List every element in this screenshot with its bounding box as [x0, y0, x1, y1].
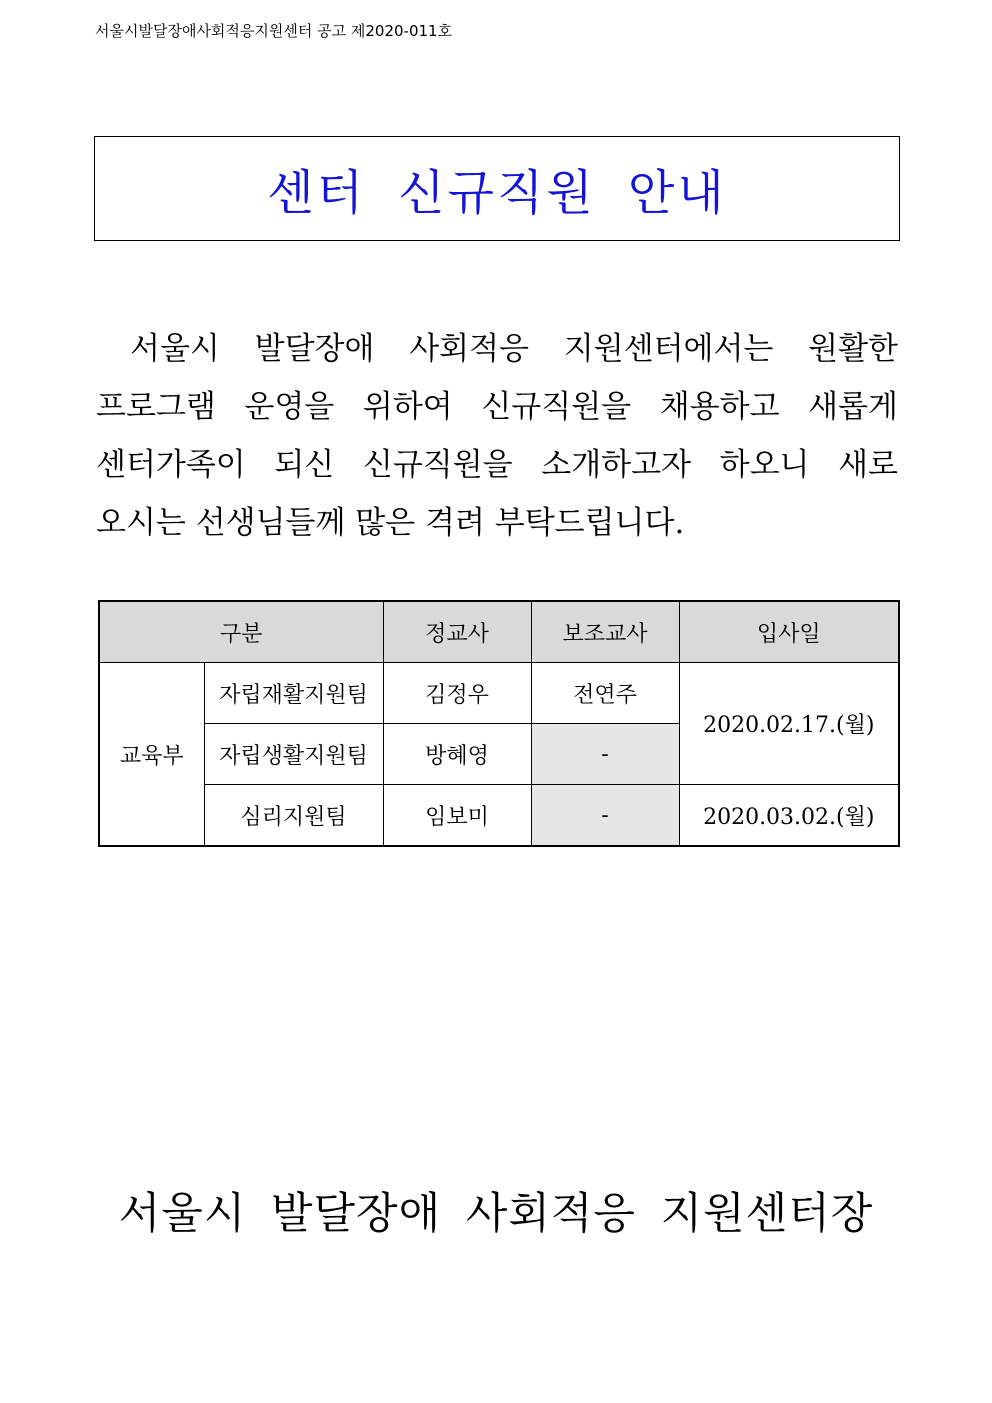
document-number: 서울시발달장애사회적응지원센터 공고 제2020-011호 — [95, 22, 453, 40]
teacher-cell: 방혜영 — [383, 724, 531, 785]
header-teacher: 정교사 — [383, 601, 531, 663]
teacher-cell: 김정우 — [383, 663, 531, 724]
team-cell: 자립재활지원팀 — [204, 663, 383, 724]
team-cell: 심리지원팀 — [204, 785, 383, 847]
teacher-cell: 임보미 — [383, 785, 531, 847]
department-cell: 교육부 — [99, 663, 204, 847]
header-start-date: 입사일 — [679, 601, 899, 663]
new-staff-table — [98, 600, 900, 847]
assistant-cell: 전연주 — [531, 663, 679, 724]
header-assistant: 보조교사 — [531, 601, 679, 663]
table-row — [99, 663, 899, 724]
table-row — [99, 785, 899, 847]
start-date-cell: 2020.03.02.(월) — [679, 785, 899, 847]
page-title: 센터 신규직원 안내 — [267, 165, 727, 221]
start-date-cell: 2020.02.17.(월) — [679, 663, 899, 785]
table-header-row — [99, 601, 899, 663]
assistant-cell: - — [531, 785, 679, 847]
header-category: 구분 — [99, 601, 383, 663]
signature: 서울시 발달장애 사회적응 지원센터장 — [118, 1189, 874, 1239]
title-box — [94, 136, 900, 241]
assistant-cell: - — [531, 724, 679, 785]
announcement-paragraph: 서울시 발달장애 사회적응 지원센터에서는 원활한 프로그램 운영을 위하여 신규직원을 채용하고 새롭게 센터가족이 되신 신규직원을 소개하고자 하오니 새로 오시는 선생님들께 많은 격려 부탁드립니다. — [96, 331, 898, 541]
team-cell: 자립생활지원팀 — [204, 724, 383, 785]
